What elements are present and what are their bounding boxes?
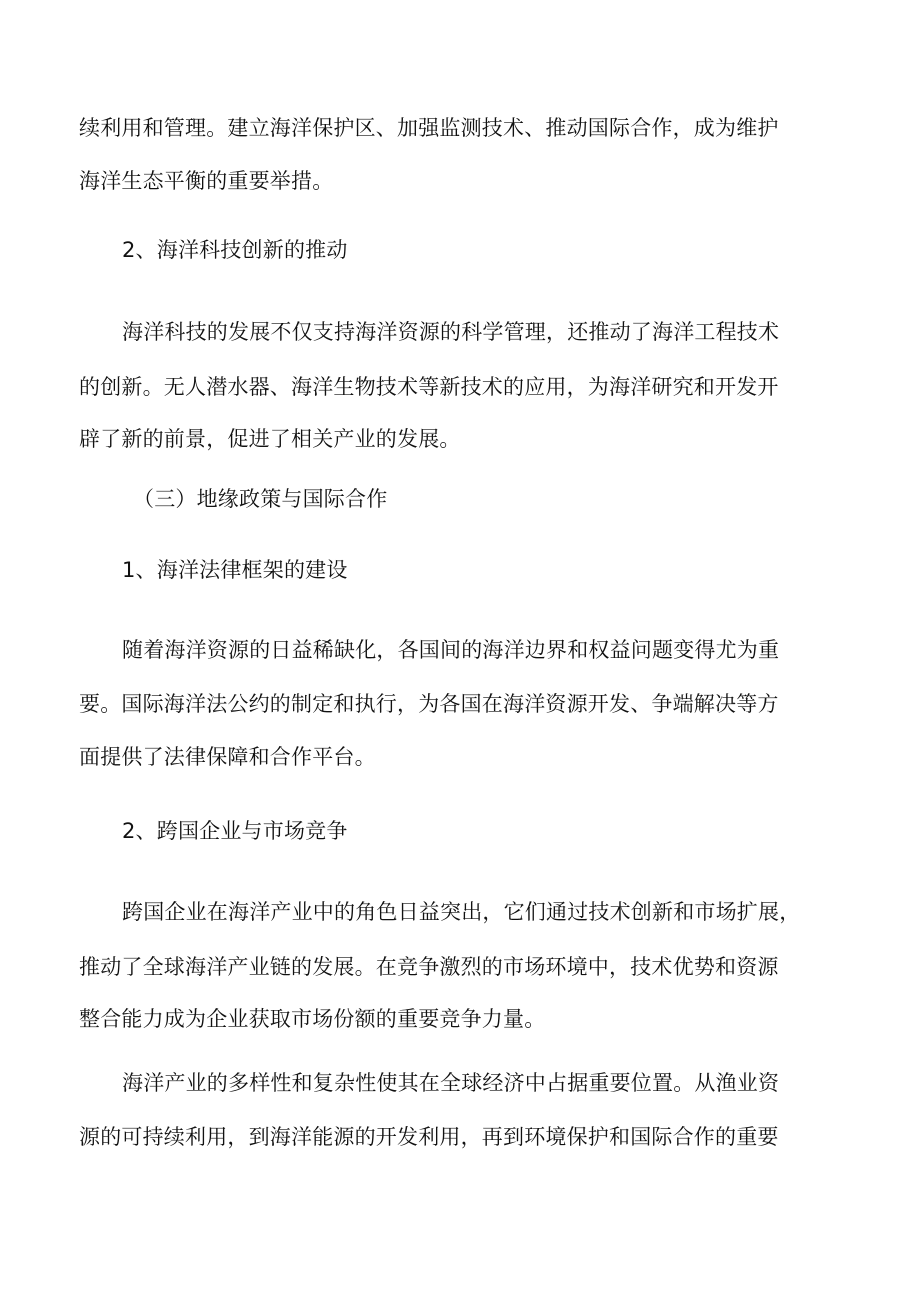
paragraph-1-line-1: 续利用和管理。建立海洋保护区、加强监测技术、推动国际合作，成为维护 xyxy=(79,116,779,140)
paragraph-2-line-3: 辟了新的前景，促进了相关产业的发展。 xyxy=(79,427,461,451)
subheading-ocean-law-framework: 1、海洋法律框架的建设 xyxy=(122,558,348,582)
paragraph-4-line-3: 整合能力成为企业获取市场份额的重要竞争力量。 xyxy=(79,1007,546,1031)
paragraph-3-line-2: 要。国际海洋法公约的制定和执行，为各国在海洋资源开发、争端解决等方 xyxy=(79,692,779,716)
paragraph-4-line-1: 跨国企业在海洋产业中的角色日益突出，它们通过技术创新和市场扩展， xyxy=(122,900,801,924)
paragraph-5-line-2: 源的可持续利用，到海洋能源的开发利用，再到环境保护和国际合作的重要 xyxy=(79,1125,779,1149)
subheading-multinational-competition: 2、跨国企业与市场竞争 xyxy=(122,819,348,843)
paragraph-2-line-2: 的创新。无人潜水器、海洋生物技术等新技术的应用，为海洋研究和开发开 xyxy=(79,375,779,399)
paragraph-2-line-1: 海洋科技的发展不仅支持海洋资源的科学管理，还推动了海洋工程技术 xyxy=(122,320,780,344)
section-heading-geopolitics: （三）地缘政策与国际合作 xyxy=(133,487,388,511)
paragraph-3-line-3: 面提供了法律保障和合作平台。 xyxy=(79,745,376,769)
subheading-ocean-tech-innovation: 2、海洋科技创新的推动 xyxy=(122,238,348,262)
paragraph-4-line-2: 推动了全球海洋产业链的发展。在竞争激烈的市场环境中，技术优势和资源 xyxy=(79,955,779,979)
paragraph-5-line-1: 海洋产业的多样性和复杂性使其在全球经济中占据重要位置。从渔业资 xyxy=(122,1071,780,1095)
paragraph-1-line-2: 海洋生态平衡的重要举措。 xyxy=(79,169,334,193)
paragraph-3-line-1: 随着海洋资源的日益稀缺化，各国间的海洋边界和权益问题变得尤为重 xyxy=(122,638,780,662)
